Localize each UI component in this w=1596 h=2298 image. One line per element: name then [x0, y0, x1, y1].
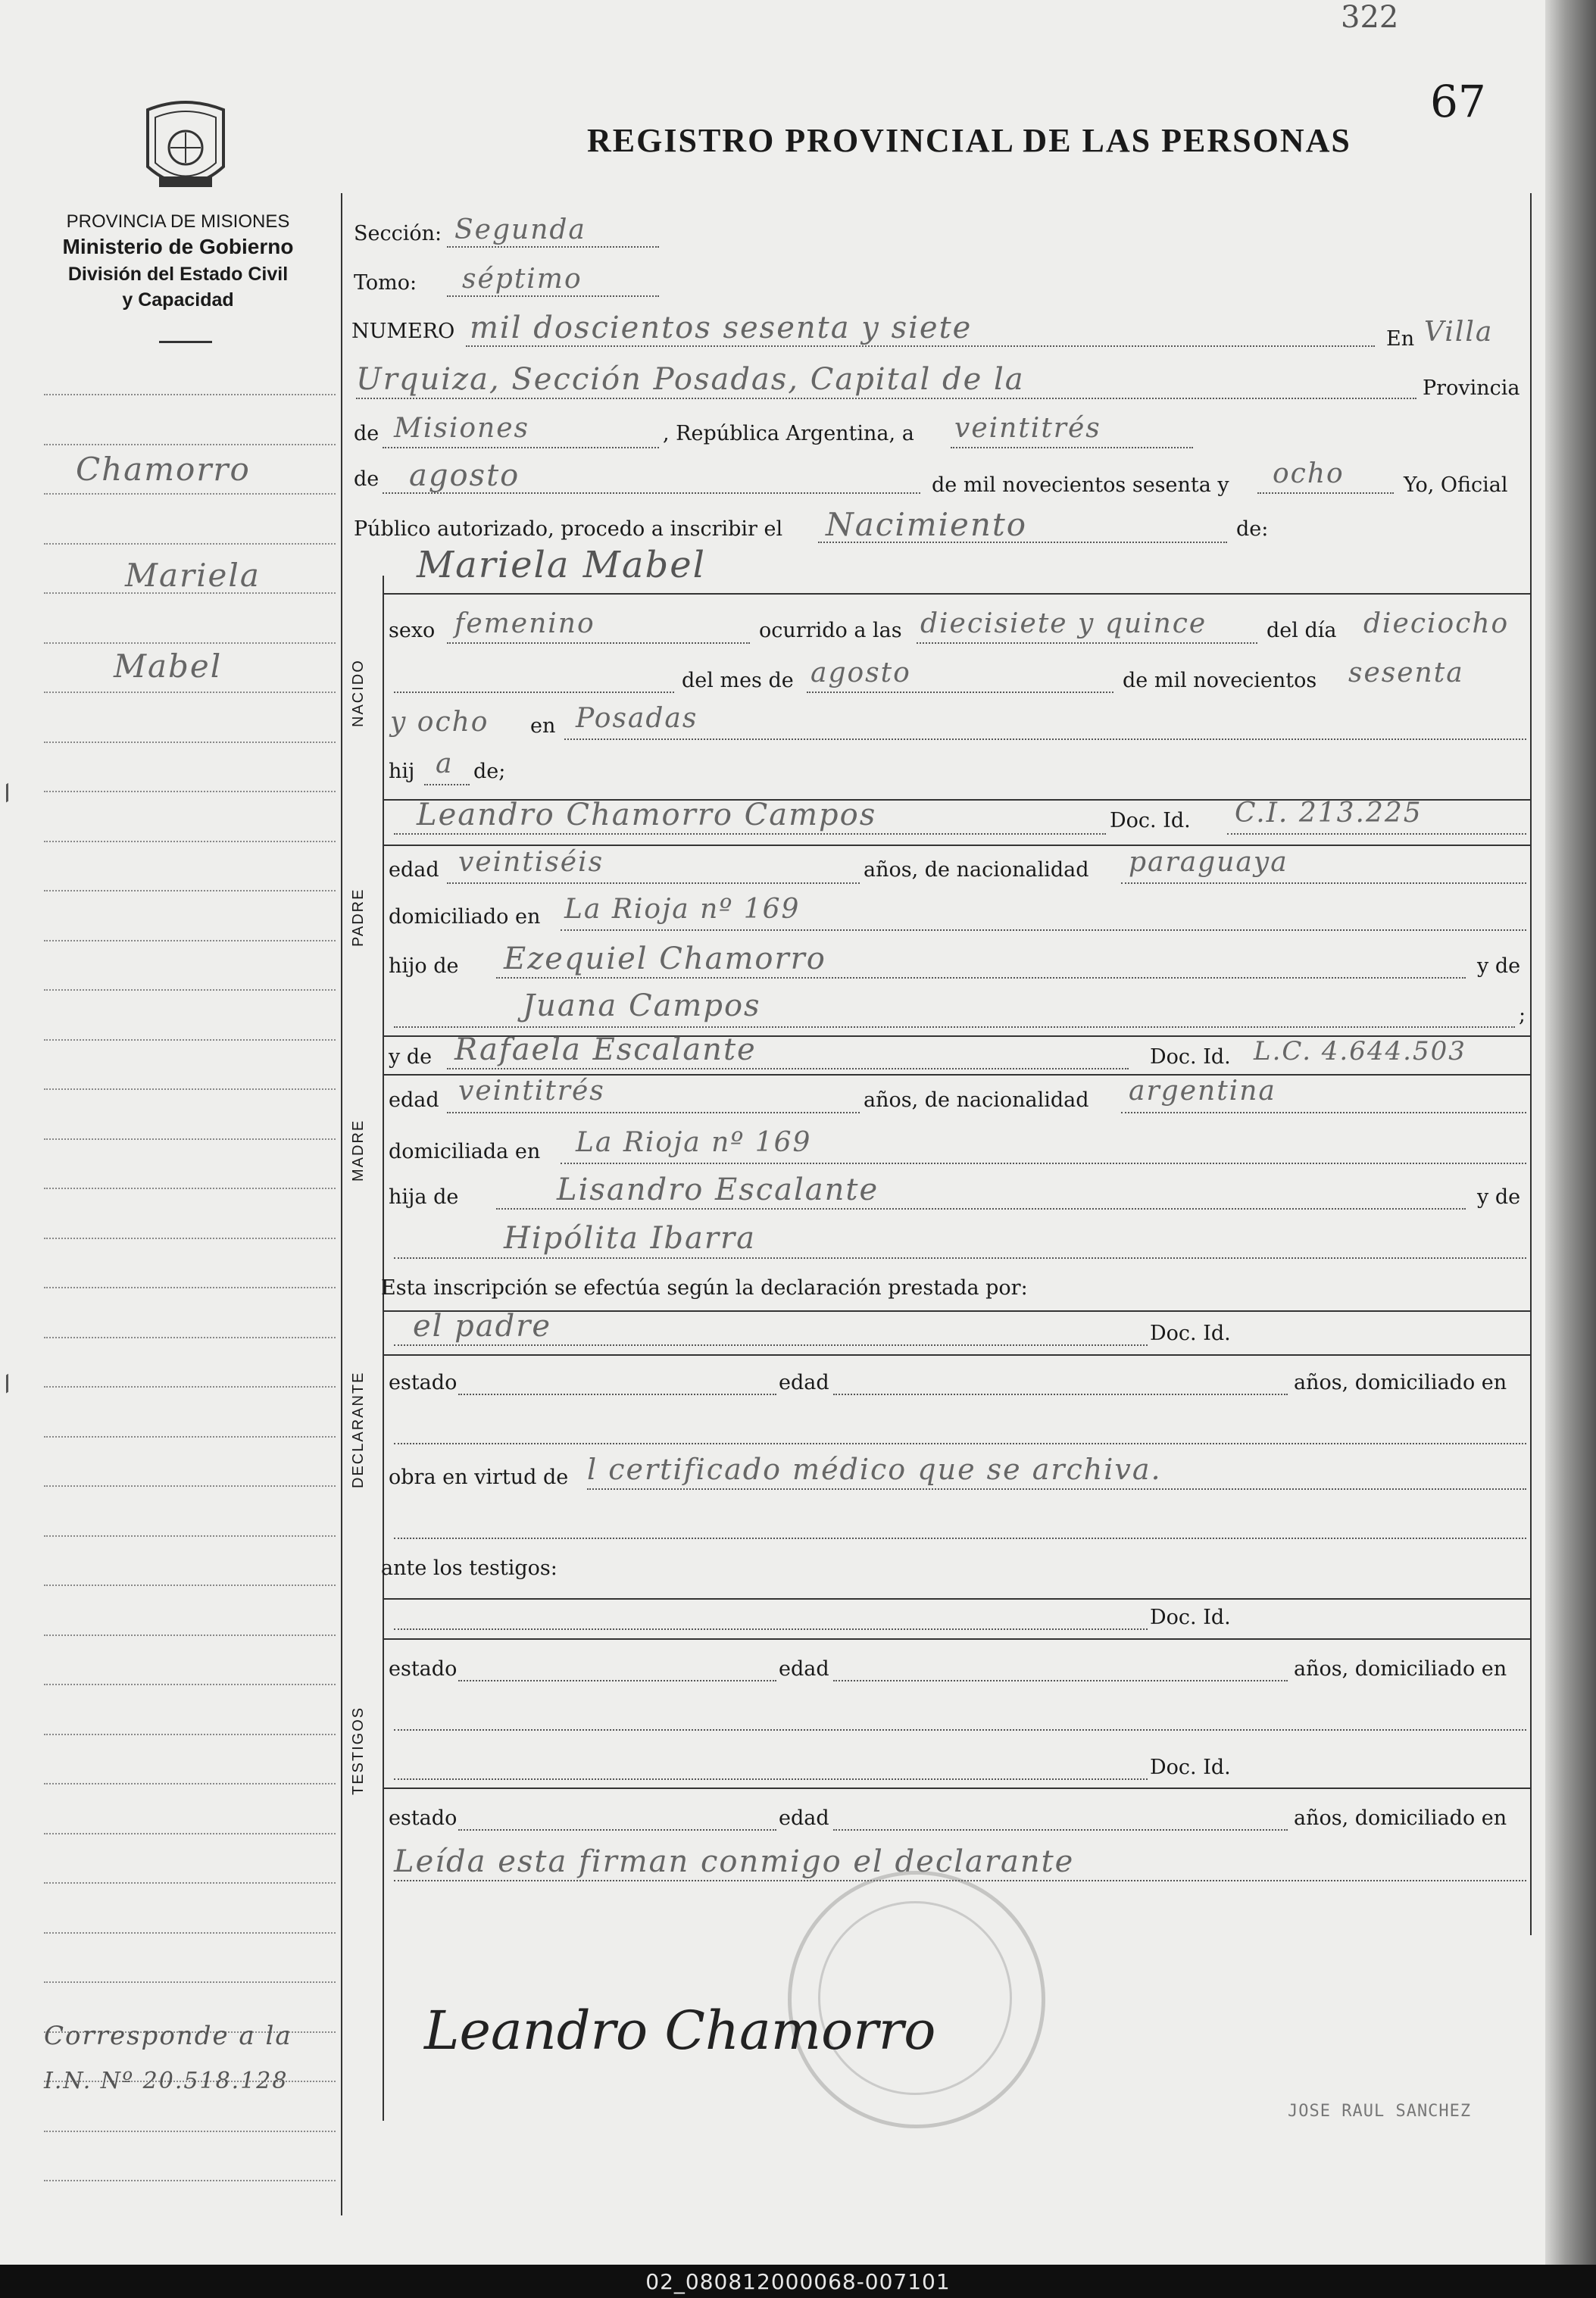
margin-ruled-line — [44, 1337, 336, 1338]
margin-ruled-line — [44, 1734, 336, 1735]
division-name: División del Estado Civil — [67, 264, 289, 285]
margin-ruled-line — [44, 543, 336, 545]
value-leida: Leída esta firman conmigo el declarante — [394, 1844, 1075, 1879]
section-label-nacido: NACIDO — [350, 659, 367, 727]
value-madre-dom: La Rioja nº 169 — [576, 1127, 812, 1158]
label-del-dia: del día — [1266, 619, 1337, 642]
margin-ruled-line — [44, 1932, 336, 1934]
section-label-padre: PADRE — [350, 888, 367, 947]
label-doc-testigo-2: Doc. Id. — [1150, 1756, 1231, 1779]
margin-note-2: I.N. Nº 20.518.128 — [44, 2068, 289, 2094]
label-domiciliado-padre: domiciliado en — [389, 905, 541, 929]
value-madre-nac: argentina — [1129, 1076, 1276, 1107]
value-padre-dom: La Rioja nº 169 — [564, 894, 801, 925]
official-stamp-inner — [818, 1901, 1012, 2095]
value-lugar-nac: Posadas — [576, 703, 698, 734]
value-hij: a — [436, 748, 454, 779]
label-y-de-padre: y de — [1477, 954, 1521, 978]
page-number: 67 — [1430, 76, 1486, 127]
margin-ruled-line — [44, 1833, 336, 1834]
stamp-name: JOSE RAUL SANCHEZ — [1288, 2102, 1472, 2121]
value-anio-nac-2: y ocho — [390, 707, 489, 738]
margin-ruled-line — [44, 1585, 336, 1586]
label-anos-domic-testigo-1: años, domiciliado en — [1294, 1657, 1507, 1681]
value-provincia: Misiones — [394, 413, 530, 444]
value-padre-nac: paraguaya — [1129, 847, 1288, 878]
value-dia: veintitrés — [954, 413, 1101, 444]
margin-note-1: Corresponde a la — [44, 2021, 292, 2051]
label-doc-testigo-1: Doc. Id. — [1150, 1606, 1231, 1629]
label-edad-testigo-1: edad — [779, 1657, 829, 1681]
label-de-colon: de: — [1236, 517, 1269, 541]
province-name: PROVINCIA DE MISIONES — [66, 211, 290, 232]
value-padre-hijo-de: Ezequiel Chamorro — [504, 941, 826, 976]
label-de-2: de — [354, 467, 379, 491]
margin-ruled-line — [44, 1882, 336, 1884]
label-testigos: ante los testigos: — [381, 1556, 558, 1580]
value-lugar: Urquiza, Sección Posadas, Capital de la — [356, 362, 1025, 397]
value-nombre: Mariela Mabel — [417, 544, 706, 586]
label-doc-madre: Doc. Id. — [1150, 1045, 1231, 1069]
value-padre: Leandro Chamorro Campos — [417, 798, 877, 832]
label-anos-domic-testigo-2: años, domiciliado en — [1294, 1806, 1507, 1830]
margin-ruled-line — [44, 1635, 336, 1636]
margin-ruled-line — [44, 1783, 336, 1784]
label-publico: Público autorizado, procedo a inscribir el — [354, 517, 783, 541]
label-sexo: sexo — [389, 619, 436, 642]
margin-ruled-line — [44, 493, 336, 495]
margin-ruled-line — [44, 890, 336, 891]
section-label-declarante: DECLARANTE — [350, 1371, 367, 1488]
value-padre-hijo-de-2: Juana Campos — [523, 988, 761, 1023]
province-seal-icon — [136, 95, 235, 201]
label-anos-domic-declarante: años, domiciliado en — [1294, 1371, 1507, 1394]
margin-ruled-line — [44, 1684, 336, 1685]
value-acto: Nacimiento — [826, 506, 1028, 543]
margin-second-name: Mabel — [114, 648, 223, 685]
label-tomo: Tomo: — [354, 271, 417, 295]
margin-ruled-line — [44, 1386, 336, 1388]
label-domiciliada-madre: domiciliada en — [389, 1140, 541, 1163]
value-madre-hija-de: Lisandro Escalante — [557, 1172, 879, 1207]
value-anio-nac: sesenta — [1348, 657, 1464, 688]
label-edad-declarante: edad — [779, 1371, 829, 1394]
margin-ruled-line — [44, 2180, 336, 2181]
label-declaracion: Esta inscripción se efectúa según la declaración prestada por: — [381, 1276, 1028, 1300]
value-declarante: el padre — [413, 1309, 552, 1344]
section-label-testigos: TESTIGOS — [350, 1706, 367, 1795]
value-madre: Rafaela Escalante — [454, 1032, 757, 1067]
margin-ruled-line — [44, 444, 336, 445]
margin-first-name: Mariela — [125, 557, 261, 594]
margin-ruled-line — [44, 791, 336, 792]
label-doc-declarante: Doc. Id. — [1150, 1322, 1231, 1345]
label-nac-madre: años, de nacionalidad — [864, 1088, 1089, 1112]
value-madre-doc: L.C. 4.644.503 — [1254, 1036, 1466, 1066]
value-padre-edad: veintiséis — [458, 847, 604, 878]
label-provincia: Provincia — [1423, 376, 1520, 400]
label-hijo-de: hijo de — [389, 954, 459, 978]
page-title: REGISTRO PROVINCIAL DE LAS PERSONAS — [587, 122, 1351, 159]
value-sexo: femenino — [454, 608, 595, 639]
book-binding — [1545, 0, 1596, 2298]
margin-surname: Chamorro — [76, 451, 251, 488]
label-nac-padre: años, de nacionalidad — [864, 858, 1089, 882]
label-estado-testigo-1: estado — [389, 1657, 458, 1681]
label-edad-madre: edad — [389, 1088, 439, 1112]
value-dia-nac: dieciocho — [1363, 608, 1510, 639]
label-y-de-madre: y de — [389, 1045, 433, 1069]
signature: Leandro Chamorro — [424, 2000, 936, 2062]
label-edad-padre: edad — [389, 858, 439, 882]
label-estado-declarante: estado — [389, 1371, 458, 1394]
margin-ruled-line — [44, 1287, 336, 1288]
value-numero: mil doscientos sesenta y siete — [470, 311, 973, 345]
label-numero: NUMERO — [351, 320, 455, 343]
value-anio: ocho — [1273, 458, 1345, 489]
value-tomo: séptimo — [462, 264, 582, 295]
division-name-2: y Capacidad — [122, 289, 234, 311]
label-edad-testigo-2: edad — [779, 1806, 829, 1830]
margin-ruled-line — [44, 2131, 336, 2132]
label-del-mes: del mes de — [682, 669, 794, 692]
label-en: En — [1386, 327, 1415, 351]
margin-ruled-line — [44, 989, 336, 991]
margin-ruled-line — [44, 1039, 336, 1041]
margin-ruled-line — [44, 1436, 336, 1438]
label-ocurrido: ocurrido a las — [759, 619, 902, 642]
value-mes: agosto — [409, 458, 520, 493]
margin-ruled-line — [44, 1188, 336, 1189]
label-y-de-madre-2: y de — [1477, 1185, 1521, 1209]
ministry-name: Ministerio de Gobierno — [62, 235, 294, 258]
margin-ruled-line — [44, 742, 336, 743]
value-mes-nac: agosto — [810, 657, 911, 688]
margin-ruled-line — [44, 841, 336, 842]
footer-id: 02_080812000068-007101 — [645, 2269, 951, 2294]
value-madre-edad: veintitrés — [458, 1076, 605, 1107]
label-de: de — [354, 422, 379, 445]
label-mil-novecientos: de mil novecientos — [1123, 669, 1317, 692]
margin-ruled-line — [44, 940, 336, 941]
value-madre-hija-de-2: Hipólita Ibarra — [504, 1221, 756, 1256]
margin-ruled-line — [44, 1535, 336, 1537]
label-seccion: Sección: — [354, 222, 442, 245]
label-obra: obra en virtud de — [389, 1466, 569, 1489]
margin-ruled-line — [44, 1138, 336, 1140]
label-republica: , República Argentina, a — [663, 422, 914, 445]
value-en: Villa — [1424, 317, 1494, 348]
label-yo-oficial: Yo, Oficial — [1404, 473, 1508, 497]
margin-ruled-line — [44, 394, 336, 395]
value-padre-doc: C.I. 213.225 — [1235, 798, 1423, 829]
section-label-madre: MADRE — [350, 1119, 367, 1182]
margin-ruled-line — [44, 642, 336, 644]
top-number: 322 — [1341, 0, 1399, 35]
value-hora: diecisiete y quince — [920, 608, 1207, 639]
label-mil-novecientos-sesenta: de mil novecientos sesenta y — [932, 473, 1229, 497]
label-hija-de: hija de — [389, 1185, 459, 1209]
label-hij: hij — [389, 760, 415, 783]
label-semicolon: ; — [1519, 1004, 1526, 1027]
label-estado-testigo-2: estado — [389, 1806, 458, 1830]
label-en-2: en — [530, 714, 556, 738]
label-de-semi: de; — [473, 760, 506, 783]
value-obra: l certificado médico que se archiva. — [587, 1453, 1162, 1486]
margin-ruled-line — [44, 1088, 336, 1090]
margin-ruled-line — [44, 1981, 336, 1983]
label-doc-padre: Doc. Id. — [1110, 809, 1191, 832]
margin-ruled-line — [44, 1238, 336, 1239]
margin-ruled-line — [44, 1485, 336, 1487]
margin-ruled-line — [44, 692, 336, 693]
value-seccion: Segunda — [454, 214, 586, 245]
